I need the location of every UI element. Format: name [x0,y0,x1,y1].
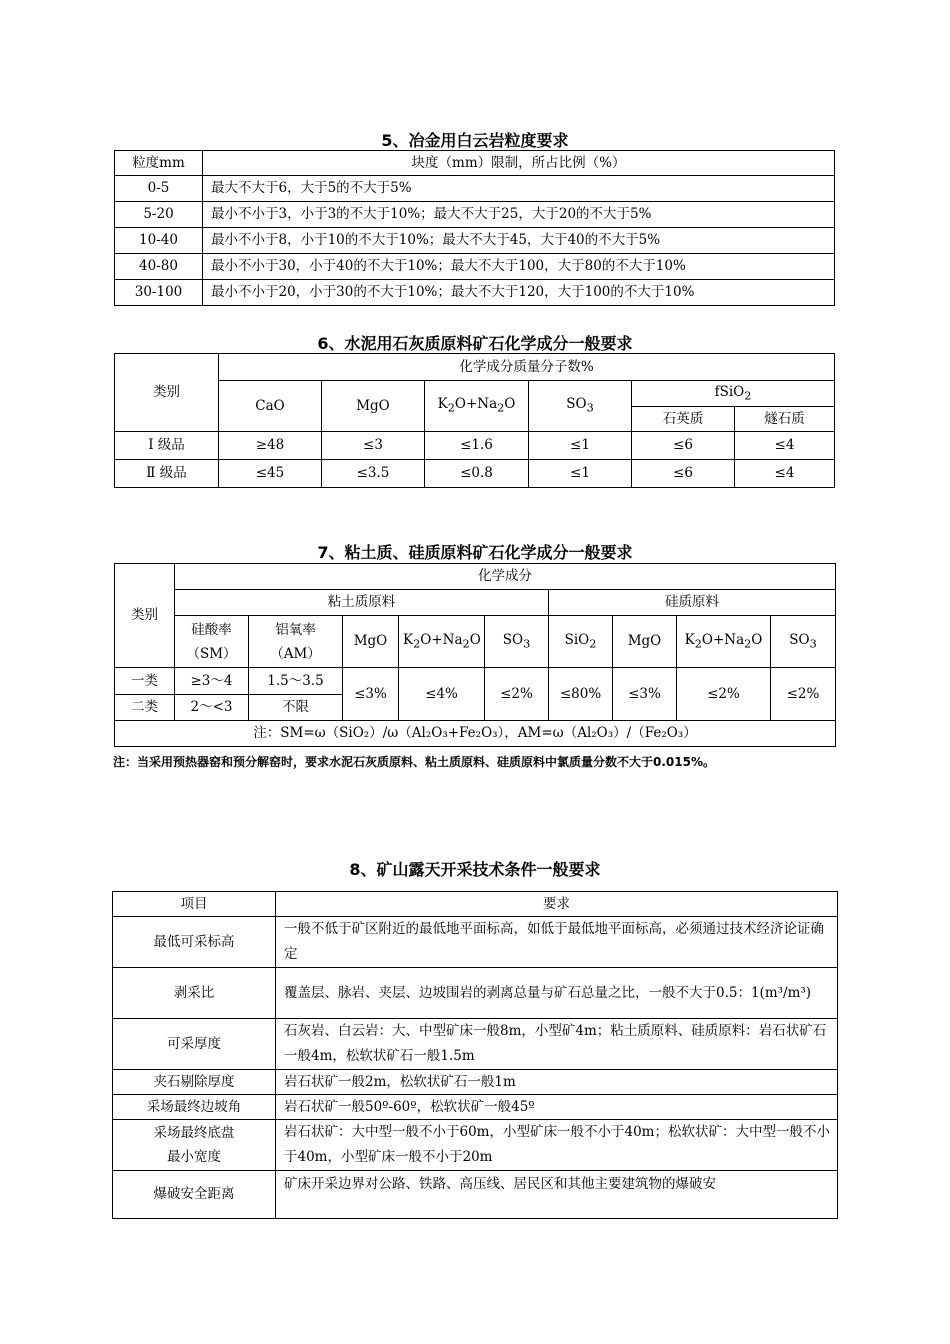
header-item: 项目 [113,892,276,917]
category-header: 类别 [115,354,219,432]
requirement-cell: 矿床开采边界对公路、铁路、高压线、居民区和其他主要建筑物的爆破安 [276,1171,838,1219]
value-cell: ≤2% [485,668,549,721]
section8-title: 8、矿山露天开采技术条件一般要求 [349,860,601,879]
limit-cell: 最小不小于30，小于40的不大于10%；最大不大于100，大于80的不大于10% [203,254,835,280]
mgo-header: MgO [322,381,425,432]
item-cell: 采场最终边坡角 [113,1095,276,1120]
value-cell: ≤1 [529,460,632,488]
sio2-header: SiO$_2$ [549,616,613,668]
requirement-cell: 岩石状矿：大中型一般不小于60m，小型矿床一般不小于40m；松软状矿：大中型一般不小于40m，小型矿床一般不小于20m [276,1120,838,1171]
value-cell: ≤4% [399,668,485,721]
section5-title: 5、冶金用白云岩粒度要求 [381,131,569,150]
grade-cell: Ⅰ 级品 [115,432,219,460]
quartz-header: 石英质 [632,407,735,432]
requirement-cell: 岩石状矿一般2m，松软状矿石一般1m [276,1070,838,1095]
mgo-header: MgO [613,616,677,668]
value-cell: ≤4 [735,460,835,488]
grain-cell: 10-40 [115,228,203,254]
value-cell: ≤3.5 [322,460,425,488]
sm-header: 硅酸率 （SM） [175,616,249,668]
value-cell: ≤80% [549,668,613,721]
so3-header: $SO_3$ [485,616,549,668]
so3-header: $SO_3$ [771,616,836,668]
section6-title: 6、水泥用石灰质原料矿石化学成分一般要求 [317,334,633,353]
mgo-header: MgO [343,616,399,668]
header-grain: 粒度mm [115,151,203,176]
value-cell: ≤4 [735,432,835,460]
limit-cell: 最小不小于3，小于3的不大于10%；最大不大于25，大于20的不大于5% [203,202,835,228]
requirement-cell: 岩石状矿一般50º-60º，松软状矿一般45º [276,1095,838,1120]
k2o-na2o-header: $K_2O+Na_2O$ [425,381,529,432]
value-cell: ≤6 [632,432,735,460]
limestone-chem-table [114,353,835,488]
value-cell: ≤2% [771,668,836,721]
am-cell: 不限 [249,695,343,721]
value-cell: ≤6 [632,460,735,488]
item-cell: 可采厚度 [113,1019,276,1070]
item-cell: 剥采比 [113,968,276,1019]
sm-cell: 2～<3 [175,695,249,721]
item-cell: 采场最终底盘 最小宽度 [113,1120,276,1171]
item-cell: 爆破安全距离 [113,1171,276,1219]
requirement-cell: 石灰岩、白云岩：大、中型矿床一般8m，小型矿4m；粘土质原料、硅质原料：岩石状矿石一般4m，松软状矿石一般1.5m [276,1019,838,1070]
category-header: 类别 [115,564,175,668]
value-cell: ≤0.8 [425,460,529,488]
value-cell: ≤45 [219,460,322,488]
limit-cell: 最大不大于6，大于5的不大于5% [203,176,835,202]
class-cell: 一类 [115,668,175,695]
header-requirement: 要求 [276,892,838,917]
class-cell: 二类 [115,695,175,721]
fsio2-header: fSiO$_2$ [632,381,835,407]
header-limit: 块度（mm）限制，所占比例（%） [203,151,835,176]
formula-note: 注：SM=ω（SiO₂）/ω（Al₂O₃+Fe₂O₃），AM=ω（Al₂O₃）/（Fe₂O₃） [115,721,836,747]
silica-header: 硅质原料 [549,590,836,616]
value-cell: ≤1.6 [425,432,529,460]
flint-header: 燧石质 [735,407,835,432]
group-header: 化学成分质量分子数% [219,354,835,381]
am-cell: 1.5～3.5 [249,668,343,695]
value-cell: ≤1 [529,432,632,460]
requirement-cell: 覆盖层、脉岩、夹层、边坡围岩的剥离总量与矿石总量之比，一般不大于0.5：1(m³/m³) [276,968,838,1019]
cao-header: CaO [219,381,322,432]
limit-cell: 最小不小于8，小于10的不大于10%；最大不大于45，大于40的不大于5% [203,228,835,254]
grain-cell: 0-5 [115,176,203,202]
value-cell: ≤3% [343,668,399,721]
grade-cell: Ⅱ 级品 [115,460,219,488]
item-cell: 最低可采标高 [113,917,276,968]
dolomite-grain-table [114,150,835,306]
k2o-na2o-header: $K_2O+Na_2O$ [399,616,485,668]
clay-silica-chem-table [114,563,836,747]
am-header: 铝氧率 （AM） [249,616,343,668]
value-cell: ≤2% [677,668,771,721]
open-pit-conditions-table [112,891,838,1219]
chlorine-note: 注：当采用预热器窑和预分解窑时，要求水泥石灰质原料、粘土质原料、硅质原料中氯质量分数不大于0.015%。 [113,755,715,769]
item-cell: 夹石剔除厚度 [113,1070,276,1095]
section7-title: 7、粘土质、硅质原料矿石化学成分一般要求 [317,543,633,562]
requirement-cell: 一般不低于矿区附近的最低地平面标高，如低于最低地平面标高，必须通过技术经济论证确定 [276,917,838,968]
so3-header: $SO_3$ [529,381,632,432]
value-cell: ≤3 [322,432,425,460]
sm-cell: ≥3～4 [175,668,249,695]
limit-cell: 最小不小于20，小于30的不大于10%；最大不大于120，大于100的不大于10% [203,280,835,306]
group-header: 化学成分 [175,564,836,590]
grain-cell: 5-20 [115,202,203,228]
value-cell: ≥48 [219,432,322,460]
clay-header: 粘土质原料 [175,590,549,616]
value-cell: ≤3% [613,668,677,721]
grain-cell: 30-100 [115,280,203,306]
k2o-na2o-header: $K_2O+Na_2O$ [677,616,771,668]
grain-cell: 40-80 [115,254,203,280]
